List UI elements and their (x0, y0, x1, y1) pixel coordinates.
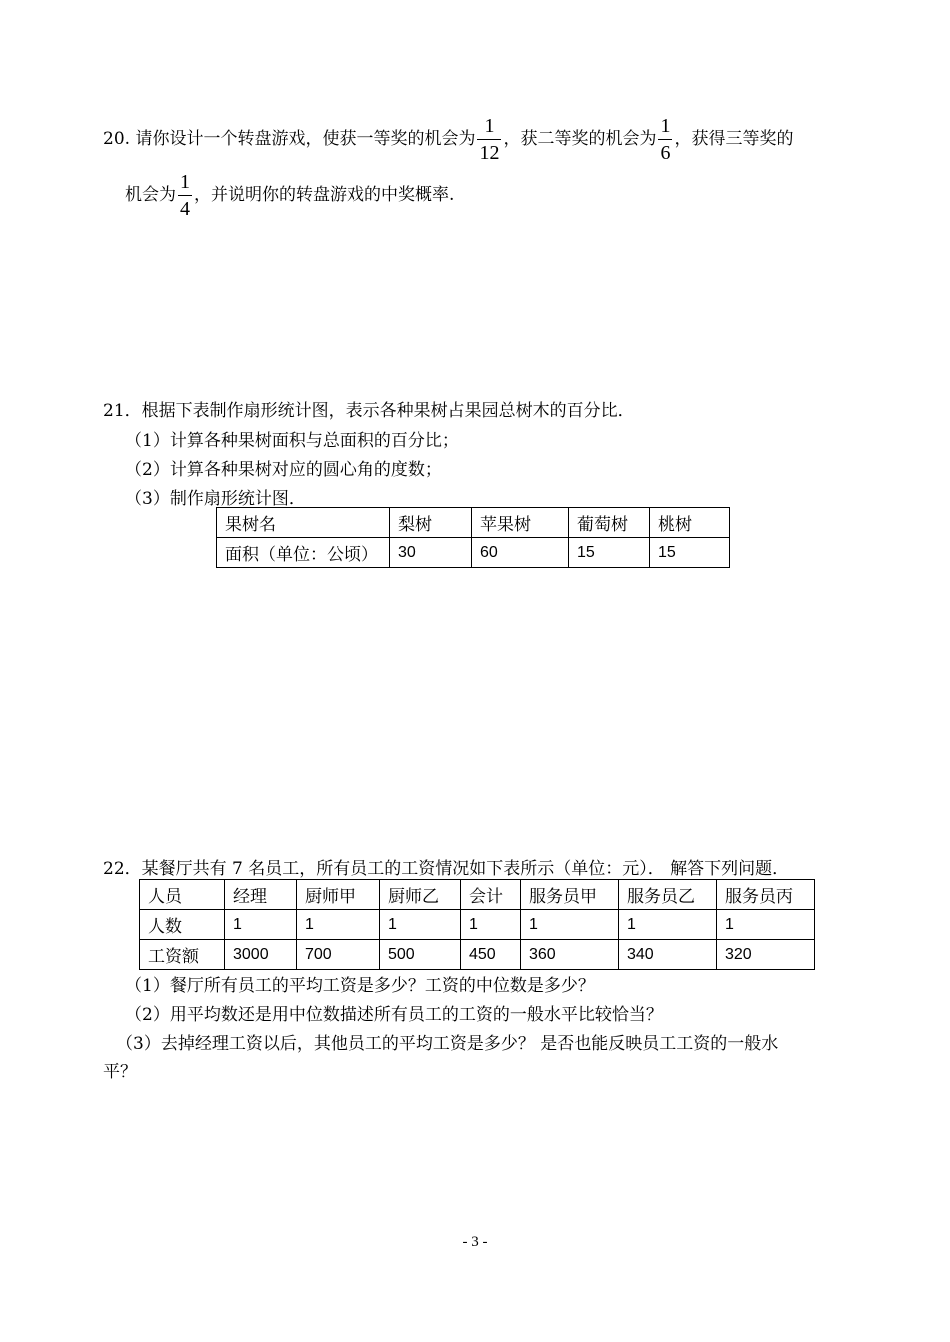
table-cell: 厨师甲 (297, 880, 380, 910)
q22-item-3-line-1: （3）去掉经理工资以后，其他员工的平均工资是多少？ 是否也能反映员工工资的一般水 (116, 1034, 779, 1054)
table-row (140, 910, 815, 940)
q22-item-2: （2）用平均数还是用中位数描述所有员工的工资的一般水平比较恰当？ (125, 1005, 663, 1025)
table-cell: 1 (297, 910, 380, 940)
salary-table (139, 879, 815, 970)
q21-item-2: （2）计算各种果树对应的圆心角的度数； (125, 460, 442, 480)
q21-item-3: （3）制作扇形统计图． (125, 489, 306, 509)
q20-text-d: 机会为 (125, 185, 176, 205)
table-cell: 人数 (140, 910, 225, 940)
table-cell: 450 (461, 940, 521, 970)
table-row (140, 940, 815, 970)
table-cell: 3000 (225, 940, 297, 970)
table-cell: 30 (390, 538, 472, 568)
q22-title: 22．某餐厅共有 7 名员工，所有员工的工资情况如下表所示（单位：元）． 解答下列问题． (103, 859, 790, 879)
q20-text-e: ，并说明你的转盘游戏的中奖概率. (194, 185, 455, 205)
table-cell: 1 (225, 910, 297, 940)
table-cell: 340 (619, 940, 717, 970)
table-cell: 1 (619, 910, 717, 940)
fraction-one-twelfth: $\frac{1}{12}$ (479, 115, 500, 164)
fraction-one-sixth: $\frac{1}{6}$ (660, 115, 671, 164)
table-row (217, 538, 730, 568)
table-cell: 面积（单位：公顷） (217, 538, 390, 568)
table-cell: 1 (521, 910, 619, 940)
table-cell: 会计 (461, 880, 521, 910)
table-row (140, 880, 815, 910)
table-cell: 500 (380, 940, 461, 970)
q21-item-1: （1）计算各种果树面积与总面积的百分比； (125, 431, 459, 451)
table-cell: 葡萄树 (569, 508, 650, 538)
q20-text-c: ，获得三等奖的 (674, 129, 794, 149)
table-cell: 果树名 (217, 508, 390, 538)
table-cell: 700 (297, 940, 380, 970)
table-cell: 320 (717, 940, 815, 970)
table-cell: 苹果树 (472, 508, 569, 538)
table-cell: 60 (472, 538, 569, 568)
table-cell: 梨树 (390, 508, 472, 538)
table-cell: 人员 (140, 880, 225, 910)
page-number: - 3 - (462, 1234, 488, 1250)
table-cell: 服务员丙 (717, 880, 815, 910)
q20-text-b: ，获二等奖的机会为 (503, 129, 657, 149)
table-cell: 1 (717, 910, 815, 940)
table-cell: 工资额 (140, 940, 225, 970)
table-cell: 1 (461, 910, 521, 940)
table-cell: 360 (521, 940, 619, 970)
q20-text-a: 20. 请你设计一个转盘游戏，使获一等奖的机会为 (103, 129, 476, 149)
q21-title: 21．根据下表制作扇形统计图，表示各种果树占果园总树木的百分比． (103, 401, 635, 421)
table-cell: 服务员甲 (521, 880, 619, 910)
fraction-one-quarter: $\frac{1}{4}$ (180, 171, 190, 220)
fruit-tree-table (216, 507, 730, 568)
q20-line-1 (103, 116, 793, 163)
q22-item-1: （1）餐厅所有员工的平均工资是多少？工资的中位数是多少？ (125, 976, 595, 996)
q22-item-3-line-2: 平？ (103, 1062, 137, 1082)
table-cell: 经理 (225, 880, 297, 910)
q20-line-2 (125, 172, 454, 219)
table-row (217, 508, 730, 538)
table-cell: 厨师乙 (380, 880, 461, 910)
table-cell: 桃树 (650, 508, 730, 538)
table-cell: 服务员乙 (619, 880, 717, 910)
table-cell: 15 (650, 538, 730, 568)
table-cell: 1 (380, 910, 461, 940)
table-cell: 15 (569, 538, 650, 568)
